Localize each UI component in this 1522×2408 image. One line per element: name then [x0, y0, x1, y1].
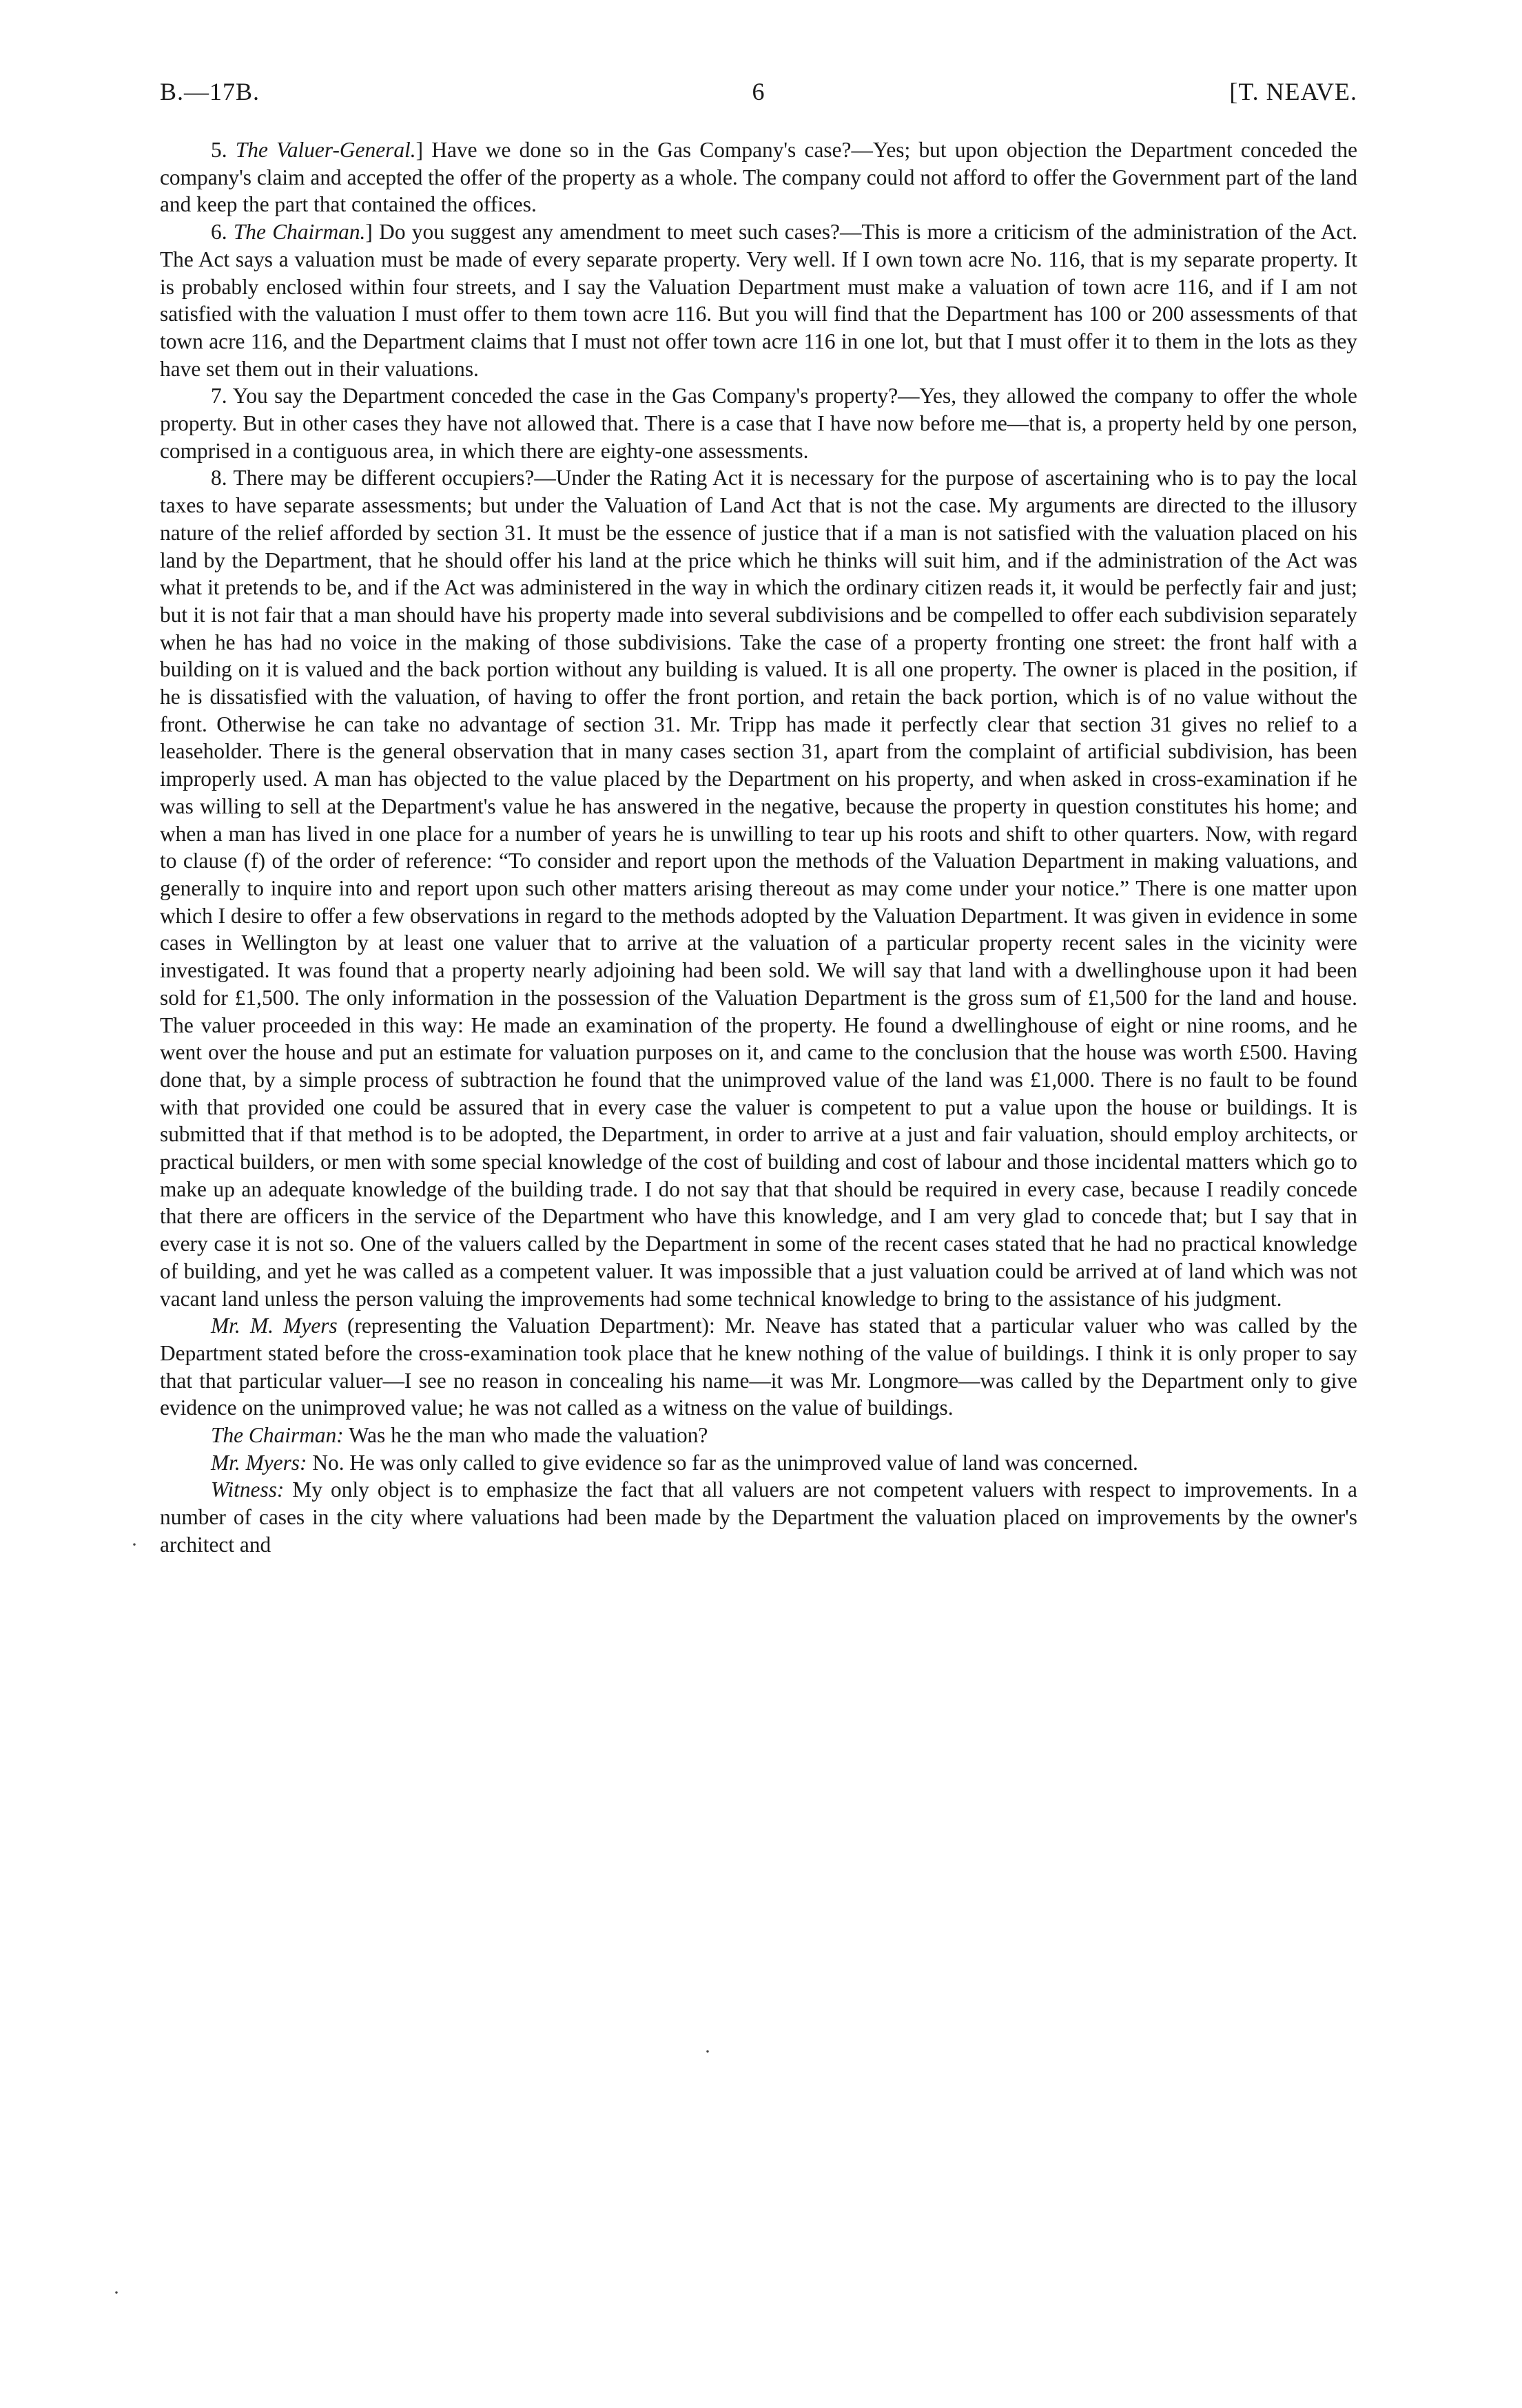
paragraph-myers	[160, 1312, 1357, 1422]
paragraph-text: No. He was only called to give evidence so far as the unimproved value of land was concerned.	[307, 1450, 1138, 1475]
paragraph-text: ] Have we done so in the Gas Company's case?—Yes; but upon objection the Department conceded the company's claim and accepted the offer of the property as a whole. The company could not afford to offer the Government part of the land and keep the part that contained the offices.	[160, 138, 1358, 217]
speaker: The Valuer-General.	[235, 138, 416, 162]
paragraph-number: 6.	[211, 220, 234, 245]
paragraph-number: 5.	[211, 138, 236, 162]
paragraph-8	[160, 464, 1357, 1312]
scan-speck: ·	[131, 1533, 138, 1556]
speaker: The Chairman.	[233, 220, 366, 245]
document-body	[160, 136, 1357, 1559]
paragraph-text: Was he the man who made the valuation?	[343, 1423, 708, 1448]
report-reference: B.—17B.	[160, 78, 260, 105]
paragraph-7	[160, 382, 1357, 464]
page-number: 6	[752, 78, 765, 105]
paragraph-text: ] Do you suggest any amendment to meet such cases?—This is more a criticism of the administration of the Act. The Act says a valuation must be made of every separate property. Very well. If I own town acre No. 116, that is my separate property. It is probably enclosed within four streets, and I say the Valuation Department must make a valuation of town acre 116, and if I am not satisfied with the valuation I must offer to them town acre 116. But you will find that the Department has 100 or 200 assessments of that town acre 116, and the Department claims that I must not offer town acre 116 in one lot, but that I must offer it to them in the lots as they have set them out in their valuations.	[160, 220, 1358, 381]
scan-speck: ·	[704, 2040, 711, 2063]
page-header	[160, 77, 1357, 118]
paragraph-text: 8. There may be different occupiers?—Under the Rating Act it is necessary for the purpose of ascertaining who is to pay the local taxes to have separate assessments; but under the Valuation of Land Act that is not the case. My arguments are directed to the illusory nature of the relief afforded by section 31. It must be the essence of justice that if a man is not satisfied with the valuation placed on his land by the Department, that he should offer his land at the price which he thinks will suit him, and if the administration of the Act was what it pretends to be, and if the Act was administered in the way in which the ordinary citizen reads it, it would be perfectly fair and just; but it is not fair that a man should have his property made into several subdivisions and be compelled to offer each subdivision separately when he has had no voice in the making of those subdivisions. Take the case of a property fronting one street: the front half with a building on it is valued and the back portion without any building is valued. It is all one property. The owner is placed in the position, if he is dissatisfied with the valuation, of having to offer the front portion, and retain the back portion, which is of no value without the front. Otherwise he can take no advantage of section 31. Mr. Tripp has made it perfectly clear that section 31 gives no relief to a leaseholder. There is the general observation that in many cases section 31, apart from the complaint of artificial subdivision, has been improperly used. A man has objected to the value placed by the Department on his property, and when asked in cross-examination if he was willing to sell at the Department's value he has answered in the negative, because the property in question constitutes his home; and when a man has lived in one place for a number of years he is unwilling to tear up his roots and shift to other quarters. Now, with regard to clause (f) of the order of reference: “To consider and report upon the methods of the Valuation Department in making valuations, and generally to inquire into and report upon such other matters arising thereout as may come under your notice.” There is one matter upon which I desire to offer a few observations in regard to the methods adopted by the Valuation Department. It was given in evidence in some cases in Wellington by at least one valuer that to arrive at the valuation of a particular property recent sales in the vicinity were investigated. It was found that a property nearly adjoining had been sold. We will say that land with a dwellinghouse upon it had been sold for £1,500. The only information in the possession of the Valuation Department is the gross sum of £1,500 for the land and house. The valuer proceeded in this way: He made an examination of the property. He found a dwellinghouse of eight or nine rooms, and he went over the house and put an estimate for valuation purposes on it, and came to the conclusion that the house was worth £500. Having done that, by a simple process of subtraction he found that the unimproved value of the land was £1,000. There is no fault to be found with that provided one could be assured that in every case the valuer is competent to put a value upon the house or buildings. It is submitted that if that method is to be adopted, the Department, in order to arrive at a just and fair valuation, should employ architects, or practical builders, or men with some special knowledge of the cost of building and cost of labour and those incidental matters which go to make up an adequate knowledge of the building trade. I do not say that that should be required in every case, because I readily concede that there are officers in the service of the Department who have this knowledge, and I am very glad to concede that; but I say that in every case it is not so. One of the valuers called by the Department in some of the recent cases stated that he had no practical knowledge of building, and yet he was called as a competent valuer. It was impossible that a just valuation could be arrived at of land which was not vacant land unless the person valuing the improvements had some technical knowledge to bring to the assistance of his judgment.	[160, 466, 1357, 1311]
paragraph-chairman	[160, 1422, 1357, 1449]
paragraph-witness	[160, 1476, 1357, 1558]
paragraph-text: (representing the Valuation Department): Mr. Neave has stated that a particular valuer who was called by the Department stated before the cross-examination took place that he knew nothing of the value of buildings. I think it is only proper to say that that particular valuer—I see no reason in concealing his name—it was Mr. Longmore—was called by the Department only to give evidence on the unimproved value; he was not called as a witness on the value of buildings.	[160, 1314, 1357, 1420]
paragraph-6	[160, 218, 1357, 382]
speaker: Witness:	[211, 1477, 285, 1502]
scan-speck: ·	[113, 2281, 120, 2304]
paragraph-5	[160, 136, 1357, 218]
speaker: Mr. M. Myers	[211, 1314, 338, 1338]
paragraph-myers-reply	[160, 1449, 1357, 1477]
speaker: Mr. Myers:	[211, 1450, 307, 1475]
paragraph-text: 7. You say the Department conceded the case in the Gas Company's property?—Yes, they allowed the company to offer the whole property. But in other cases they have not allowed that. There is a case that I have now before me—that is, a property held by one person, comprised in a contiguous area, in which there are eighty-one assessments.	[160, 384, 1357, 463]
paragraph-text: My only object is to emphasize the fact that all valuers are not competent valuers with respect to improvements. In a number of cases in the city where valuations had been made by the Department the valuation placed on improvements by the owner's architect and	[160, 1477, 1357, 1557]
speaker: The Chairman:	[211, 1423, 344, 1448]
witness-name: [T. NEAVE.	[1229, 78, 1357, 105]
